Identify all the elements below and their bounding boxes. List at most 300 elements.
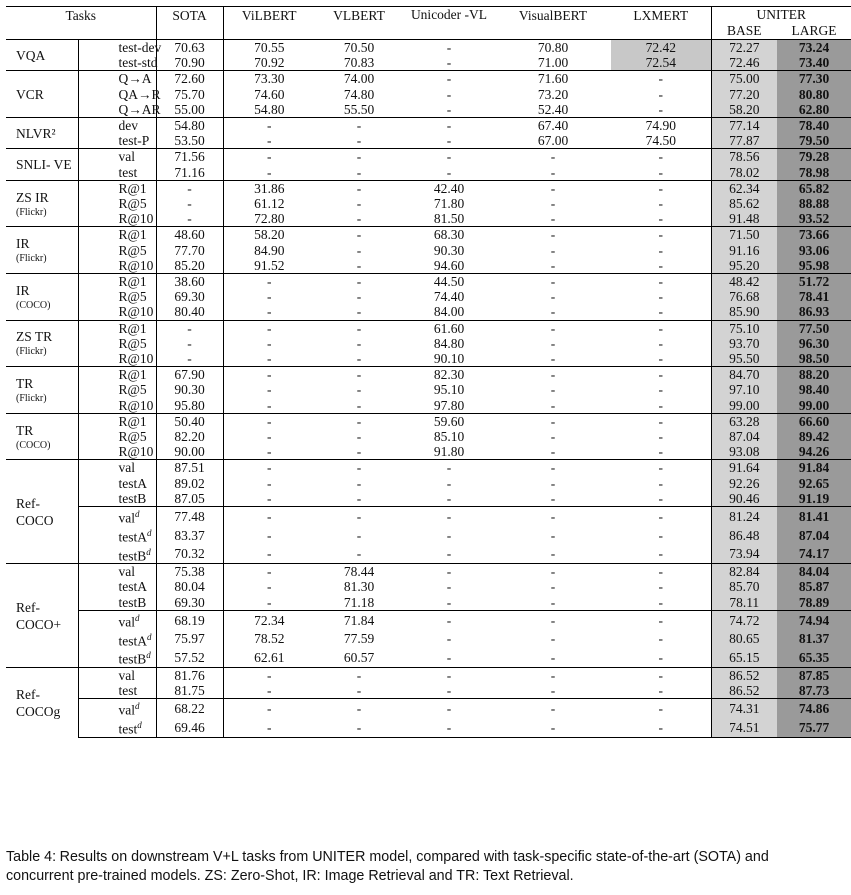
cell-uniter-large: 78.89 xyxy=(777,595,851,611)
task-label: Ref- COCO xyxy=(16,495,54,528)
subtask-name xyxy=(78,579,156,594)
subtask-superscript: d xyxy=(146,650,151,661)
subtask-label: QA→R xyxy=(118,86,161,102)
cell-lxmert: - xyxy=(611,413,711,429)
cell-uniter-large: 79.50 xyxy=(777,133,851,149)
subtask-superscript: d xyxy=(135,509,140,520)
subtask-name xyxy=(78,398,156,414)
cell-vlbert: 55.50 xyxy=(343,101,375,117)
table-row xyxy=(6,507,851,526)
cell-uniter-base: 86.48 xyxy=(711,526,777,545)
cell-visualbert: - xyxy=(495,367,611,383)
table-row xyxy=(6,211,851,227)
cell-uniter-base: 91.16 xyxy=(711,243,777,258)
cell-visualbert: - xyxy=(495,460,611,476)
subtask-label: R@1 xyxy=(118,227,147,243)
task-label: TR xyxy=(16,422,34,438)
cell-vilbert: - xyxy=(223,274,315,290)
cell-vilbert: 58.20 xyxy=(223,227,315,243)
cell-unicoder: - xyxy=(403,460,495,476)
cell-unicoder: - xyxy=(403,718,495,737)
cell-visualbert: - xyxy=(495,413,611,429)
subtask-name xyxy=(78,413,156,429)
subtask-label: test-P xyxy=(118,133,150,149)
task-dataset-note: (COCO) xyxy=(16,439,51,451)
cell-vlbert: - xyxy=(356,429,362,445)
subtask-label: testB xyxy=(118,548,147,563)
results-body xyxy=(6,40,851,738)
cell-vlbert: - xyxy=(315,227,403,243)
cell-sota: 90.30 xyxy=(156,382,223,397)
cell-uniter-large: 78.98 xyxy=(777,165,851,181)
subtask-name xyxy=(78,55,156,71)
cell-vilbert: - xyxy=(267,304,272,320)
cell-vilbert: - xyxy=(267,382,272,398)
subtask-label: testA xyxy=(118,475,147,491)
cell-vilbert: 78.52 xyxy=(254,631,285,647)
cell-lxmert: - xyxy=(611,211,711,227)
cell-vilbert: - xyxy=(223,149,315,165)
cell-sota: 80.40 xyxy=(156,304,223,320)
cell-uniter-base: 73.94 xyxy=(711,545,777,564)
subtask-label: test xyxy=(118,164,138,180)
cell-vilbert: 73.30 xyxy=(223,71,315,87)
task-label: ZS TR xyxy=(16,329,53,345)
cell-sota: - xyxy=(156,336,223,351)
cell-sota: 87.05 xyxy=(156,491,223,507)
cell-uniter-base: 78.02 xyxy=(711,165,777,181)
table-row xyxy=(6,382,851,397)
task-label: Ref- COCO+ xyxy=(16,599,62,632)
table-row xyxy=(6,87,851,102)
cell-visualbert: 52.40 xyxy=(537,101,569,117)
cell-sota: 54.80 xyxy=(156,118,223,134)
subtask-name xyxy=(78,243,156,258)
cell-lxmert: - xyxy=(611,718,711,737)
subtask-name xyxy=(78,491,156,507)
cell-unicoder: 44.50 xyxy=(403,274,495,290)
cell-vilbert: - xyxy=(267,527,272,543)
cell-uniter-base: 72.46 xyxy=(711,55,777,71)
cell-visualbert: - xyxy=(495,227,611,243)
cell-uniter-base: 95.20 xyxy=(711,258,777,274)
subtask-label: testA xyxy=(118,633,147,649)
cell-visualbert: - xyxy=(495,149,611,165)
table-row xyxy=(6,667,851,683)
cell-sota: 71.56 xyxy=(156,149,223,165)
cell-lxmert: - xyxy=(611,382,711,397)
cell-lxmert: - xyxy=(611,336,711,351)
cell-visualbert: - xyxy=(550,631,556,647)
cell-uniter-large: 73.24 xyxy=(777,40,851,56)
cell-unicoder: 94.60 xyxy=(433,257,465,273)
cell-vilbert: - xyxy=(267,444,272,460)
cell-uniter-base: 63.28 xyxy=(711,413,777,429)
cell-unicoder: 91.80 xyxy=(433,444,465,460)
cell-vilbert: - xyxy=(223,118,315,134)
subtask-name xyxy=(78,165,156,181)
cell-sota: 68.22 xyxy=(156,699,223,718)
subtask-name xyxy=(78,648,156,667)
cell-lxmert: - xyxy=(611,630,711,649)
subtask-label: R@10 xyxy=(118,211,154,227)
cell-uniter-large: 62.80 xyxy=(777,102,851,118)
cell-sota: 53.50 xyxy=(156,133,223,149)
task-name xyxy=(6,227,78,274)
cell-visualbert: - xyxy=(550,257,556,273)
cell-unicoder: 84.80 xyxy=(433,335,465,351)
cell-unicoder: 59.60 xyxy=(403,413,495,429)
cell-vlbert: - xyxy=(356,133,362,149)
subtask-name xyxy=(78,211,156,227)
cell-uniter-large: 91.19 xyxy=(777,491,851,507)
cell-sota: - xyxy=(156,196,223,211)
cell-visualbert: - xyxy=(495,507,611,526)
cell-vlbert: - xyxy=(356,490,362,506)
subtask-name xyxy=(78,133,156,149)
cell-vlbert: 71.18 xyxy=(343,594,375,610)
table-row xyxy=(6,336,851,351)
cell-uniter-base: 62.34 xyxy=(711,180,777,196)
cell-vilbert: - xyxy=(223,460,315,476)
cell-uniter-base: 85.90 xyxy=(711,304,777,320)
subtask-label: testA xyxy=(118,579,147,595)
cell-uniter-large: 93.06 xyxy=(777,243,851,258)
cell-vilbert: - xyxy=(223,718,315,737)
cell-unicoder: 42.40 xyxy=(403,180,495,196)
cell-uniter-base: 74.51 xyxy=(711,718,777,737)
table-row xyxy=(6,595,851,611)
cell-uniter-base: 92.26 xyxy=(711,476,777,491)
header-uniter: UNITER xyxy=(711,7,851,24)
cell-vlbert: - xyxy=(356,164,362,180)
cell-visualbert: - xyxy=(550,351,556,367)
cell-sota: 70.90 xyxy=(156,55,223,71)
cell-lxmert: - xyxy=(611,595,711,611)
task-label: NLVR² xyxy=(16,125,56,141)
cell-sota: 48.60 xyxy=(156,227,223,243)
cell-vilbert: 72.34 xyxy=(223,610,315,629)
subtask-label: testA xyxy=(118,529,147,545)
cell-vilbert: - xyxy=(267,594,272,610)
cell-visualbert: - xyxy=(550,490,556,506)
subtask-name xyxy=(78,336,156,351)
subtask-name xyxy=(78,564,156,580)
subtask-superscript: d xyxy=(137,720,142,731)
subtask-label: val xyxy=(118,564,135,580)
cell-uniter-large: 98.40 xyxy=(777,382,851,397)
cell-vilbert: 70.92 xyxy=(254,55,285,71)
cell-vlbert: - xyxy=(356,546,362,562)
cell-uniter-large: 99.00 xyxy=(777,398,851,414)
subtask-label: testB xyxy=(118,594,147,610)
subtask-label: val xyxy=(118,510,135,526)
cell-uniter-base: 77.20 xyxy=(711,87,777,102)
cell-lxmert: 72.54 xyxy=(611,55,711,71)
cell-unicoder: - xyxy=(403,149,495,165)
subtask-label: testB xyxy=(118,490,147,506)
cell-visualbert: - xyxy=(495,274,611,290)
cell-vilbert: - xyxy=(223,667,315,683)
table-row xyxy=(6,718,851,737)
cell-unicoder: 61.60 xyxy=(403,320,495,336)
subtask-superscript: d xyxy=(146,546,151,557)
cell-unicoder: 81.50 xyxy=(433,211,465,227)
cell-vilbert: 84.90 xyxy=(254,242,285,258)
cell-unicoder: 95.10 xyxy=(433,382,465,398)
cell-uniter-base: 80.65 xyxy=(711,630,777,649)
cell-vlbert: - xyxy=(315,367,403,383)
table-row xyxy=(6,476,851,491)
cell-lxmert: - xyxy=(611,667,711,683)
cell-uniter-base: 81.24 xyxy=(711,507,777,526)
cell-uniter-large: 89.42 xyxy=(777,429,851,444)
subtask-name xyxy=(78,289,156,304)
cell-unicoder: 85.10 xyxy=(433,429,465,445)
cell-sota: 50.40 xyxy=(156,413,223,429)
cell-uniter-large: 74.17 xyxy=(777,545,851,564)
cell-vilbert: - xyxy=(267,335,272,351)
cell-visualbert: - xyxy=(550,546,556,562)
subtask-name xyxy=(78,86,161,102)
cell-vlbert: - xyxy=(315,667,403,683)
cell-vlbert: - xyxy=(356,257,362,273)
cell-uniter-base: 93.08 xyxy=(711,444,777,460)
cell-lxmert: 72.42 xyxy=(611,40,711,56)
subtask-label: R@5 xyxy=(118,335,147,351)
cell-uniter-base: 97.10 xyxy=(711,382,777,397)
cell-uniter-large: 81.37 xyxy=(777,630,851,649)
cell-lxmert: - xyxy=(611,320,711,336)
table-row xyxy=(6,180,851,196)
subtask-label: R@1 xyxy=(118,320,147,336)
subtask-name xyxy=(78,444,156,460)
task-label: TR xyxy=(16,376,34,392)
cell-uniter-base: 65.15 xyxy=(711,648,777,667)
cell-uniter-base: 85.62 xyxy=(711,196,777,211)
cell-uniter-base: 91.64 xyxy=(711,460,777,476)
cell-vilbert: - xyxy=(223,320,315,336)
task-dataset-note: (Flickr) xyxy=(16,253,47,265)
cell-visualbert: - xyxy=(550,289,556,305)
cell-lxmert: - xyxy=(611,351,711,367)
cell-visualbert: - xyxy=(495,320,611,336)
subtask-name xyxy=(78,320,156,336)
cell-vlbert: - xyxy=(356,211,362,227)
cell-vlbert: - xyxy=(315,274,403,290)
cell-uniter-base: 72.27 xyxy=(711,40,777,56)
cell-unicoder: - xyxy=(446,475,452,491)
cell-uniter-large: 74.94 xyxy=(777,610,851,629)
cell-lxmert: - xyxy=(611,545,711,564)
cell-uniter-base: 84.70 xyxy=(711,367,777,383)
cell-visualbert: 71.60 xyxy=(495,71,611,87)
cell-uniter-large: 92.65 xyxy=(777,476,851,491)
cell-visualbert: - xyxy=(550,196,556,212)
cell-sota: 87.51 xyxy=(156,460,223,476)
cell-uniter-large: 85.87 xyxy=(777,579,851,594)
cell-uniter-large: 73.66 xyxy=(777,227,851,243)
table-caption xyxy=(6,848,796,886)
header-unicoder-label: Unicoder -VL xyxy=(410,7,488,22)
task-dataset-note: (Flickr) xyxy=(16,206,47,218)
cell-lxmert: - xyxy=(611,149,711,165)
cell-sota: 75.38 xyxy=(156,564,223,580)
cell-vlbert: 78.44 xyxy=(315,564,403,580)
cell-uniter-base: 75.00 xyxy=(711,71,777,87)
cell-vilbert: - xyxy=(223,699,315,718)
cell-visualbert: - xyxy=(495,667,611,683)
subtask-name xyxy=(78,274,156,290)
cell-sota: 82.20 xyxy=(156,429,223,444)
table-row xyxy=(6,683,851,699)
cell-sota: 57.52 xyxy=(156,648,223,667)
subtask-name xyxy=(78,683,156,699)
cell-lxmert: - xyxy=(611,398,711,414)
cell-unicoder: - xyxy=(403,71,495,87)
cell-uniter-large: 87.04 xyxy=(777,526,851,545)
subtask-label: Q→A xyxy=(118,71,152,87)
cell-lxmert: - xyxy=(611,699,711,718)
cell-sota: 69.30 xyxy=(156,289,223,304)
table-row xyxy=(6,630,851,649)
table-row xyxy=(6,699,851,718)
cell-visualbert: - xyxy=(495,718,611,737)
cell-vlbert: - xyxy=(315,118,403,134)
cell-unicoder: - xyxy=(446,594,452,610)
cell-visualbert: 71.00 xyxy=(537,55,569,71)
task-dataset-note: (Flickr) xyxy=(16,346,47,358)
cell-uniter-base: 77.87 xyxy=(711,133,777,149)
subtask-name xyxy=(78,429,156,444)
cell-lxmert: - xyxy=(611,102,711,118)
cell-unicoder: - xyxy=(446,490,452,506)
table-row xyxy=(6,491,851,507)
task-name xyxy=(6,320,78,367)
cell-uniter-large: 79.28 xyxy=(777,149,851,165)
task-label: IR xyxy=(16,282,30,298)
cell-visualbert: - xyxy=(550,164,556,180)
task-name xyxy=(6,367,78,414)
cell-sota: 75.97 xyxy=(156,630,223,649)
subtask-name xyxy=(78,40,162,56)
cell-uniter-large: 78.40 xyxy=(777,118,851,134)
cell-unicoder: 90.10 xyxy=(433,351,465,367)
task-label: VCR xyxy=(16,86,44,102)
cell-sota: 55.00 xyxy=(156,102,223,118)
subtask-label: val xyxy=(118,149,135,165)
cell-uniter-base: 77.14 xyxy=(711,118,777,134)
cell-uniter-large: 77.30 xyxy=(777,71,851,87)
cell-vilbert: - xyxy=(223,367,315,383)
table-row xyxy=(6,429,851,444)
cell-uniter-large: 84.04 xyxy=(777,564,851,580)
cell-lxmert: - xyxy=(611,491,711,507)
cell-uniter-base: 74.31 xyxy=(711,699,777,718)
cell-unicoder: 74.40 xyxy=(433,289,465,305)
cell-unicoder: - xyxy=(403,610,495,629)
cell-uniter-large: 77.50 xyxy=(777,320,851,336)
cell-vilbert: - xyxy=(223,564,315,580)
table-row xyxy=(6,289,851,304)
table-row xyxy=(6,444,851,460)
cell-visualbert: - xyxy=(495,699,611,718)
table-row xyxy=(6,564,851,580)
cell-vlbert: - xyxy=(356,683,362,699)
cell-sota: 69.30 xyxy=(156,595,223,611)
cell-uniter-base: 90.46 xyxy=(711,491,777,507)
cell-visualbert: - xyxy=(550,649,556,665)
cell-lxmert: - xyxy=(611,507,711,526)
cell-vlbert: - xyxy=(315,460,403,476)
cell-lxmert: - xyxy=(611,683,711,699)
cell-vilbert: 31.86 xyxy=(223,180,315,196)
cell-sota: 70.32 xyxy=(156,545,223,564)
cell-lxmert: - xyxy=(611,526,711,545)
subtask-label: R@1 xyxy=(118,274,147,290)
cell-vlbert: - xyxy=(356,289,362,305)
cell-lxmert: - xyxy=(611,227,711,243)
cell-uniter-large: 98.50 xyxy=(777,351,851,367)
cell-unicoder: - xyxy=(403,699,495,718)
cell-vilbert: 74.60 xyxy=(254,86,285,102)
cell-sota: 81.76 xyxy=(156,667,223,683)
cell-vilbert: - xyxy=(267,546,272,562)
cell-vlbert: - xyxy=(356,335,362,351)
subtask-superscript: d xyxy=(147,631,152,642)
cell-uniter-large: 81.41 xyxy=(777,507,851,526)
cell-uniter-base: 76.68 xyxy=(711,289,777,304)
cell-sota: 70.63 xyxy=(156,40,223,56)
subtask-label: test xyxy=(118,721,138,737)
cell-lxmert: - xyxy=(611,460,711,476)
subtask-label: R@5 xyxy=(118,382,147,398)
table-row xyxy=(6,526,851,545)
task-name xyxy=(6,71,78,118)
cell-sota: 81.75 xyxy=(156,683,223,699)
header-base: BASE xyxy=(711,23,777,40)
header-vilbert: ViLBERT xyxy=(223,7,315,40)
cell-vilbert: 72.80 xyxy=(254,211,285,227)
cell-vlbert: 70.50 xyxy=(315,40,403,56)
subtask-name xyxy=(78,610,156,629)
cell-visualbert: 67.00 xyxy=(537,133,569,149)
cell-lxmert: - xyxy=(611,444,711,460)
subtask-superscript: d xyxy=(135,701,140,712)
cell-lxmert: - xyxy=(611,476,711,491)
cell-vlbert: - xyxy=(315,699,403,718)
cell-unicoder: - xyxy=(403,564,495,580)
cell-visualbert: - xyxy=(550,335,556,351)
table-row xyxy=(6,102,851,118)
cell-vilbert: - xyxy=(267,475,272,491)
cell-sota: - xyxy=(156,351,223,367)
subtask-label: R@5 xyxy=(118,196,147,212)
subtask-name xyxy=(78,196,156,211)
task-label: IR xyxy=(16,236,30,252)
subtask-label: val xyxy=(118,460,135,476)
task-dataset-note: (Flickr) xyxy=(16,393,47,405)
cell-sota: 38.60 xyxy=(156,274,223,290)
subtask-name xyxy=(78,71,156,87)
cell-unicoder: 68.30 xyxy=(403,227,495,243)
cell-uniter-base: 48.42 xyxy=(711,274,777,290)
cell-sota: 77.70 xyxy=(156,243,223,258)
cell-unicoder: - xyxy=(446,649,452,665)
cell-visualbert: - xyxy=(550,429,556,445)
header-visualbert: VisualBERT xyxy=(495,7,611,40)
subtask-label: test-dev xyxy=(118,40,162,55)
